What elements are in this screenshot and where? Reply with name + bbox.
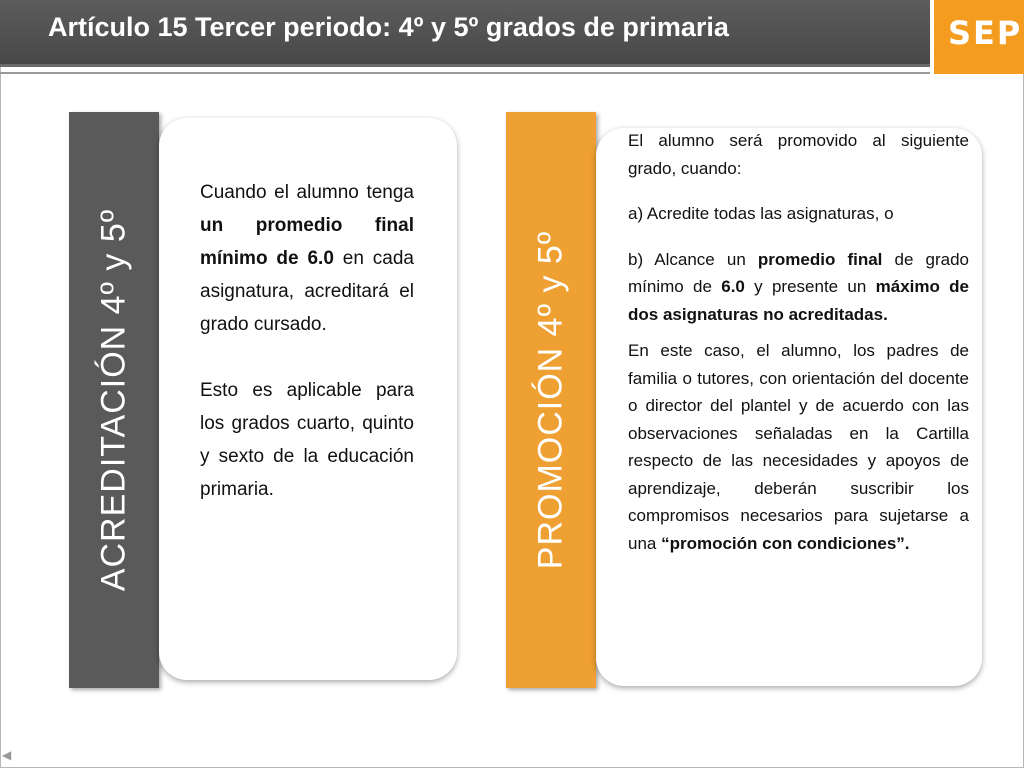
- sep-logo: [930, 0, 1024, 74]
- acreditacion-bar: [69, 112, 159, 688]
- promocion-paragraph-2: a) Acredite todas las asignaturas, o: [628, 204, 894, 223]
- page-title: Artículo 15 Tercer periodo: 4º y 5º grados de primaria: [48, 12, 729, 42]
- promocion-text: [628, 127, 969, 566]
- sound-icon[interactable]: ◀: [2, 748, 12, 762]
- promocion-paragraph-3: [628, 246, 969, 329]
- bold-run: promedio final: [757, 249, 883, 269]
- bold-run: máximo de dos asignaturas no acreditadas.: [628, 277, 970, 324]
- acreditacion-paragraph-1: [200, 176, 414, 341]
- acreditacion-text: [200, 176, 414, 539]
- text-run: b) Alcance un: [628, 249, 758, 269]
- acreditacion-label: ACREDITACIÓN 4º y 5º: [94, 208, 133, 592]
- promocion-paragraph-1: El alumno será promovido al siguiente grado, cuando:: [628, 131, 969, 178]
- sep-logo-text: SEP: [948, 14, 1023, 52]
- promocion-label: PROMOCIÓN 4º y 5º: [531, 230, 570, 570]
- text-run: en cada asignatura, acreditará el grado cursado.: [200, 248, 414, 335]
- acreditacion-paragraph-2: Esto es aplicable para los grados cuarto, quinto y sexto de la educación primaria.: [200, 380, 414, 500]
- text-run: de grado mínimo de: [628, 249, 969, 296]
- header-divider-thin: [0, 72, 930, 74]
- bold-run: 6.0: [721, 277, 745, 296]
- header-divider: [0, 64, 930, 67]
- header-bar: [0, 0, 1024, 64]
- text-run: Cuando el alumno tenga: [200, 182, 414, 203]
- bold-run: “promoción con condiciones”.: [661, 533, 910, 553]
- text-run: En este caso, el alumno, los padres de familia o tutores, con orientación del docente o director del plantel y de acuerdo con las observaciones señaladas en la Cartilla respecto de las necesidades y apoyos de aprendizaje, deberán suscribir los compromisos necesarios para sujetarse a una: [628, 341, 969, 553]
- bold-run: un promedio final mínimo de 6.0: [200, 215, 414, 269]
- promocion-bar: [506, 112, 596, 688]
- promocion-paragraph-4: [628, 337, 969, 557]
- text-run: y presente un: [744, 277, 876, 296]
